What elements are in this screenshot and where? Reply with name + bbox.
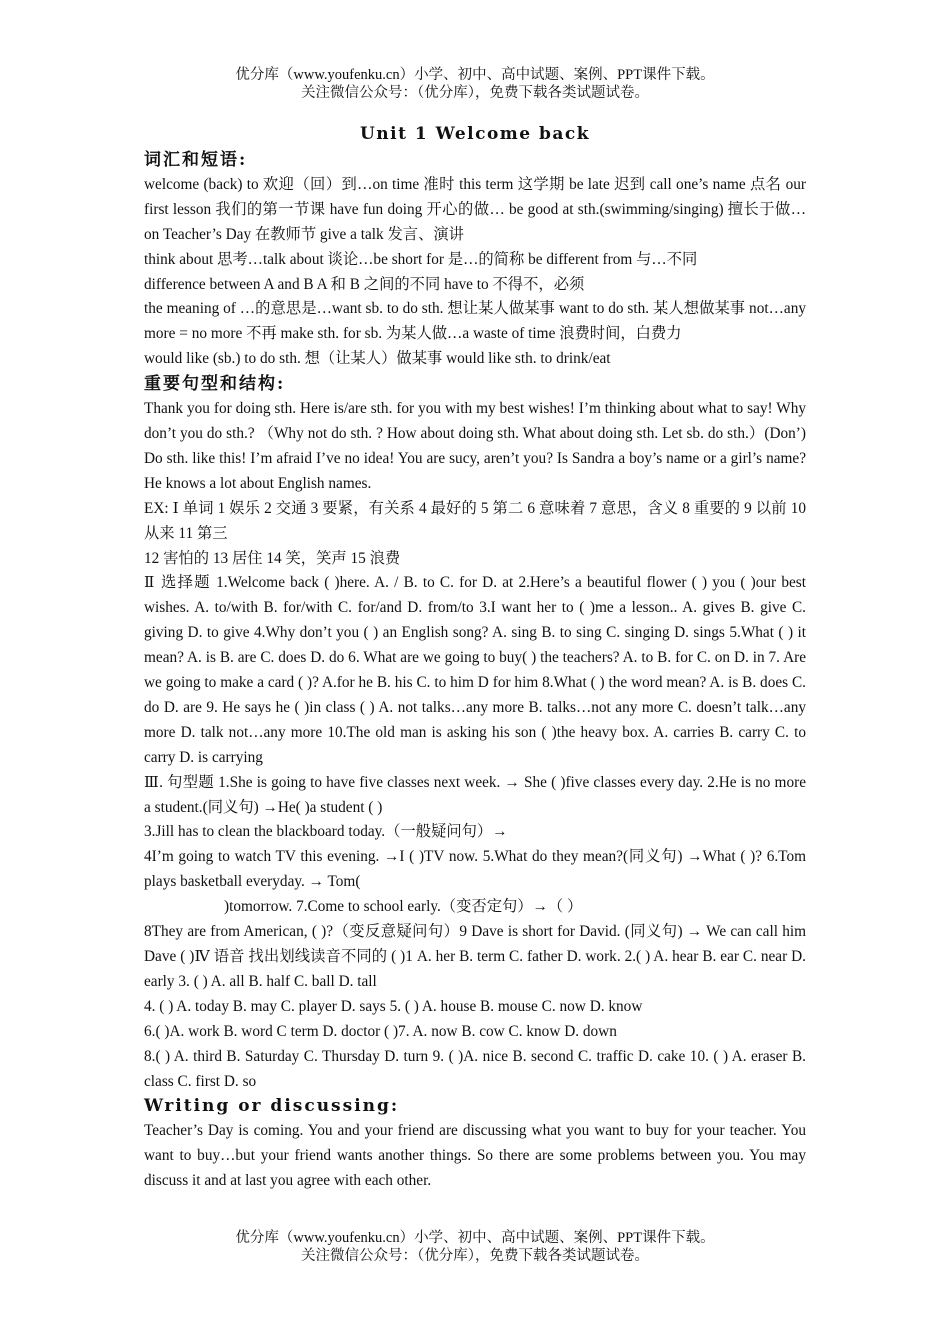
vocab-paragraph-1: welcome (back) to 欢迎（回）到…on time 准时 this term 这学期 be late 迟到 call one’s name 点名 our first lesson 我们的第一节课 have fun doing 开心的做… be good at sth.(swimming/singing) 擅长于做…on Teacher’s Day 在教师节 give a talk 发言、演讲 (144, 175, 806, 243)
header-line-2: 关注微信公众号：（优分库），免费下载各类试题试卷。 (301, 85, 649, 101)
footer-line-2: 关注微信公众号：（优分库），免费下载各类试题试卷。 (301, 1248, 649, 1264)
vocab-line-3: difference between A and B A 和 B 之间的不同 have to 不得不，必须 (144, 275, 585, 293)
exercise-3-part-3: 4I’m going to watch TV this evening. →I ( )TV now. 5.What do they mean?(同义句) →What ( )? 6.Tom plays basketball everyday. → Tom( (144, 848, 806, 891)
writing-heading: Writing or discussing: (144, 1096, 400, 1117)
exercise-3-part-1: Ⅲ. 句型题 1.She is going to have five classes next week. → She ( )five classes every day. 2.He is no more a student.(同义句) →He( )a student ( ) (144, 773, 806, 816)
exercise-1-words-line-2: 12 害怕的 13 居住 14 笑，笑声 15 浪费 (144, 549, 401, 567)
header-line-1: 优分库（www.youfenku.cn）小学、初中、高中试题、案例、PPT课件下载。 (235, 67, 715, 83)
exercise-3-part-8: 8.( ) A. third B. Saturday C. Thursday D. turn 9. ( )A. nice B. second C. traffic D. cake 10. ( ) A. eraser B. class C. first D. so (144, 1047, 806, 1090)
exercise-3-line-2: 3.Jill has to clean the blackboard today.（一般疑问句）→ (144, 823, 508, 841)
exercise-3-part-5: 8They are from American, ( )?（变反意疑问句）9 Dave is short for David. (同义句) → We can call him Dave ( )Ⅳ 语音 找出划线读音不同的 ( )1 A. her B. term C. father D. work. 2.( ) A. hear B. ear C. near D. early 3. ( ) A. all B. half C. ball D. tall (144, 923, 806, 990)
exercise-3-line-6: 4. ( ) A. today B. may C. player D. says 5. ( ) A. house B. mouse C. now D. know (144, 997, 643, 1015)
exercise-3-line-7: 6.( )A. work B. word C term D. doctor ( )7. A. now B. cow C. know D. down (144, 1022, 617, 1040)
sentences-heading: 重要句型和结构: (144, 374, 286, 395)
exercise-3-line-4: )tomorrow. 7.Come to school early.（变否定句）→（ ） (224, 898, 583, 916)
vocab-line-2: think about 思考…talk about 谈论…be short for 是…的简称 be different from 与…不同 (144, 250, 698, 268)
sentences-paragraph: Thank you for doing sth. Here is/are sth. for you with my best wishes! I’m thinking about what to say! Why don’t you do sth.? （Why not do sth. ? How about doing sth. What about doing sth. Let sb. do sth.）(Don’) Do sth. like this! I’m afraid I’ve no idea! You are sucy, aren’t you? Is Sandra a boy’s name or a girl’s name? He knows a lot about English names. (144, 400, 806, 492)
writing-paragraph: Teacher’s Day is coming. You and your friend are discussing what you want to buy for your teacher. You want to buy…but your friend wants another things. So there are some problems between you. You may discuss it and at last you agree with each other. (144, 1122, 806, 1190)
page-footer (0, 1229, 950, 1265)
vocab-heading: 词汇和短语: (144, 150, 248, 170)
document-body (144, 148, 806, 1194)
footer-line-1: 优分库（www.youfenku.cn）小学、初中、高中试题、案例、PPT课件下载。 (235, 1230, 715, 1246)
vocab-line-5: would like (sb.) to do sth. 想（让某人）做某事 would like sth. to drink/eat (144, 350, 611, 368)
exercise-2-choice: Ⅱ 选择题 1.Welcome back ( )here. A. / B. to C. for D. at 2.Here’s a beautiful flower ( ) you ( )our best wishes. A. to/with B. for/with C. for/and D. from/to 3.I want her to ( )me a lesson.. A. gives B. give C. giving D. to give 4.Why don’t you ( ) an English song? A. sing B. to sing C. singing D. sings 5.What ( ) it mean? A. is B. are C. does D. do 6. What are we going to buy( ) the teachers? A. to B. for C. on D. in 7. Are we going to make a card ( )? A.for he B. his C. to him D for him 8.What ( ) the word mean? A. is B. does C. do D. are 9. He says he ( )in class ( ) A. not talks…any more B. talks…not any more C. doesn’t talk…any more D. talk not…any more 10.The old man is asking his son ( )the heavy box. A. carries B. carry C. to carry D. is carrying (144, 574, 806, 766)
vocab-paragraph-4: the meaning of …的意思是…want sb. to do sth. 想让某人做某事 want to do sth. 某人想做某事 not…any more = no more 不再 make sth. for sb. 为某人做…a waste of time 浪费时间，白费力 (144, 300, 806, 343)
page-title: Unit 1 Welcome back (359, 124, 591, 144)
page-header (0, 66, 950, 102)
exercise-1-words: EX: Ⅰ 单词 1 娱乐 2 交通 3 要紧，有关系 4 最好的 5 第二 6 意味着 7 意思，含义 8 重要的 9 以前 10 从来 11 第三 (144, 499, 806, 542)
